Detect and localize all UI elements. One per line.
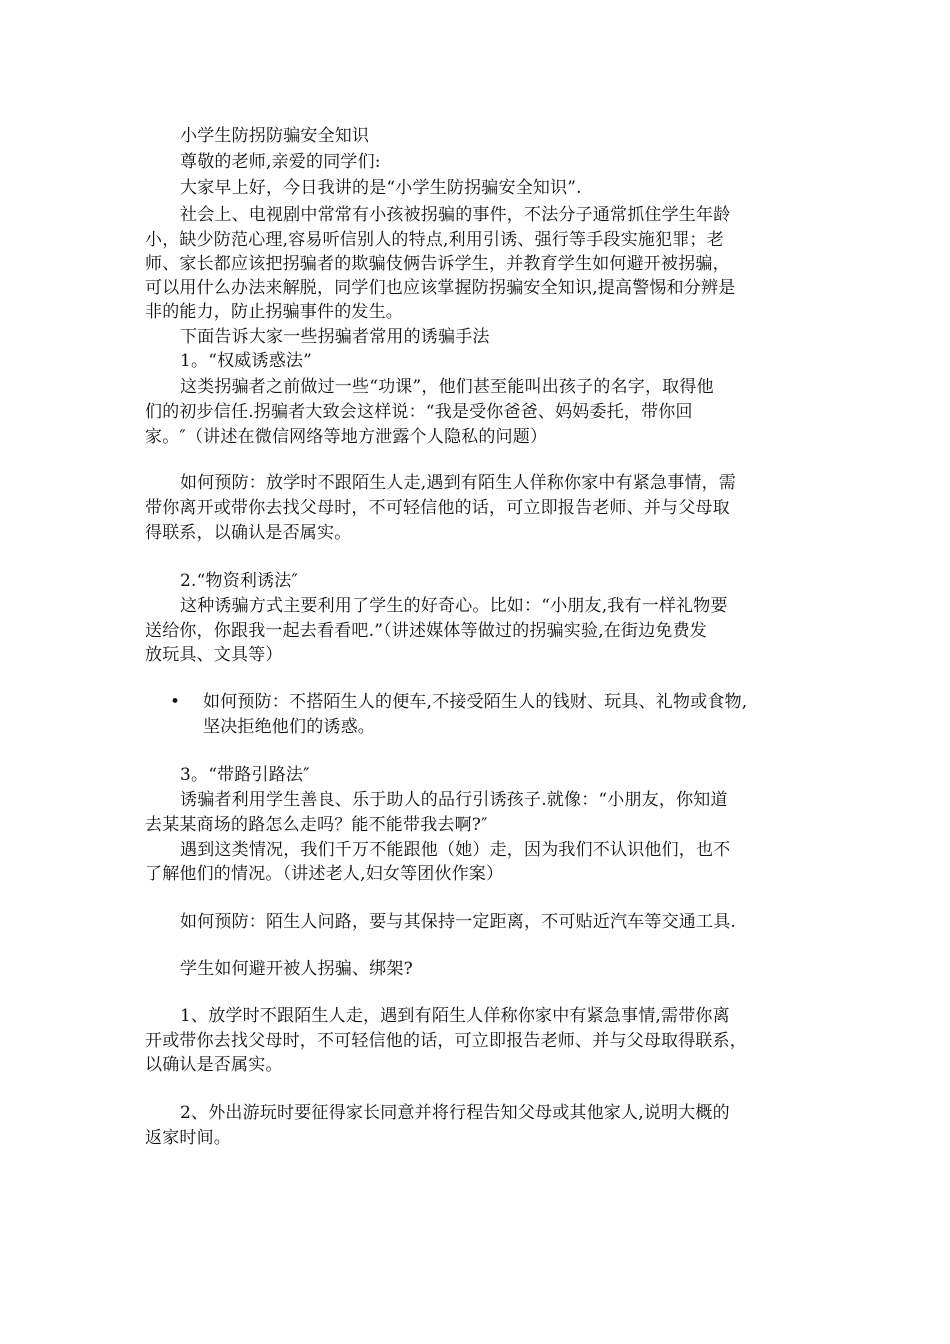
greeting: 尊敬的老师,亲爱的同学们: bbox=[180, 152, 381, 172]
method3-desc-line: 去某某商场的路怎么走吗？能不能带我去啊?″ bbox=[145, 815, 488, 835]
method3-prevention: 如何预防：陌生人问路，要与其保持一定距离，不可贴近汽车等交通工具. bbox=[180, 912, 737, 932]
paragraph-line: 小，缺少防范心理,容易听信别人的特点,利用引诱、强行等手段实施犯罪；老 bbox=[145, 230, 724, 250]
avoid2-line: 2、外出游玩时要征得家长同意并将行程告知父母或其他家人,说明大概的 bbox=[180, 1103, 730, 1123]
methods-intro: 下面告诉大家一些拐骗者常用的诱骗手法 bbox=[180, 327, 490, 347]
method2-desc-line: 放玩具、文具等） bbox=[145, 645, 283, 665]
paragraph-line: 社会上、电视剧中常常有小孩被拐骗的事件，不法分子通常抓住学生年龄 bbox=[180, 205, 731, 225]
method1-desc-line: 这类拐骗者之前做过一些“功课”，他们甚至能叫出孩子的名字，取得他 bbox=[180, 377, 714, 397]
paragraph-line: 可以用什么办法来解脱，同学们也应该掌握防拐骗安全知识,提高警惕和分辨是 bbox=[145, 278, 736, 298]
method2-desc-line: 这种诱骗方式主要利用了学生的好奇心。比如：“小朋友,我有一样礼物要 bbox=[180, 596, 728, 616]
avoid1-line: 开或带你去找父母时，不可轻信他的话，可立即报告老师、并与父母取得联系， bbox=[145, 1031, 747, 1051]
method2-prevention-line: 坚决拒绝他们的诱惑。 bbox=[203, 717, 375, 737]
method3-desc-line: 诱骗者利用学生善良、乐于助人的品行引诱孩子.就像：“小朋友，你知道 bbox=[180, 790, 728, 810]
method2-prevention-line: 如何预防：不搭陌生人的便车,不接受陌生人的钱财、玩具、礼物或食物, bbox=[203, 692, 748, 712]
avoid-heading: 学生如何避开被人拐骗、绑架? bbox=[180, 959, 413, 979]
method1-desc-line: 家。″（讲述在微信网络等地方泄露个人隐私的问题） bbox=[145, 427, 548, 447]
avoid1-line: 以确认是否属实。 bbox=[145, 1055, 283, 1075]
method3-desc2-line: 了解他们的情况。（讲述老人,妇女等团伙作案） bbox=[145, 864, 504, 884]
paragraph-line: 师、家长都应该把拐骗者的欺骗伎俩告诉学生，并教育学生如何避开被拐骗， bbox=[145, 254, 730, 274]
avoid1-line: 1、放学时不跟陌生人走，遇到有陌生人佯称你家中有紧急事情,需带你离 bbox=[180, 1006, 730, 1026]
intro-paragraph: 大家早上好，今日我讲的是“小学生防拐骗安全知识”. bbox=[180, 178, 582, 198]
method1-desc-line: 们的初步信任.拐骗者大致会这样说：“我是受你爸爸、妈妈委托，带你回 bbox=[145, 402, 693, 422]
paragraph-line: 非的能力，防止拐骗事件的发生。 bbox=[145, 302, 403, 322]
method3-heading: 3。“带路引路法″ bbox=[180, 765, 310, 785]
avoid2-line: 返家时间。 bbox=[145, 1128, 231, 1148]
method2-heading: 2.“物资利诱法″ bbox=[180, 571, 299, 591]
method1-prevention-line: 得联系，以确认是否属实。 bbox=[145, 523, 352, 543]
method2-desc-line: 送给你，你跟我一起去看看吧.”（讲述媒体等做过的拐骗实验,在街边免费发 bbox=[145, 621, 707, 641]
method1-heading: 1。“权威诱惑法” bbox=[180, 351, 312, 371]
method3-desc2-line: 遇到这类情况，我们千万不能跟他（她）走，因为我们不认识他们，也不 bbox=[180, 840, 731, 860]
method1-prevention-line: 带你离开或带你去找父母时，不可轻信他的话，可立即报告老师、并与父母取 bbox=[145, 498, 730, 518]
method1-prevention-line: 如何预防：放学时不跟陌生人走,遇到有陌生人佯称你家中有紧急事情，需 bbox=[180, 473, 737, 493]
document-title: 小学生防拐防骗安全知识 bbox=[180, 126, 370, 146]
bullet-icon: • bbox=[170, 692, 181, 712]
